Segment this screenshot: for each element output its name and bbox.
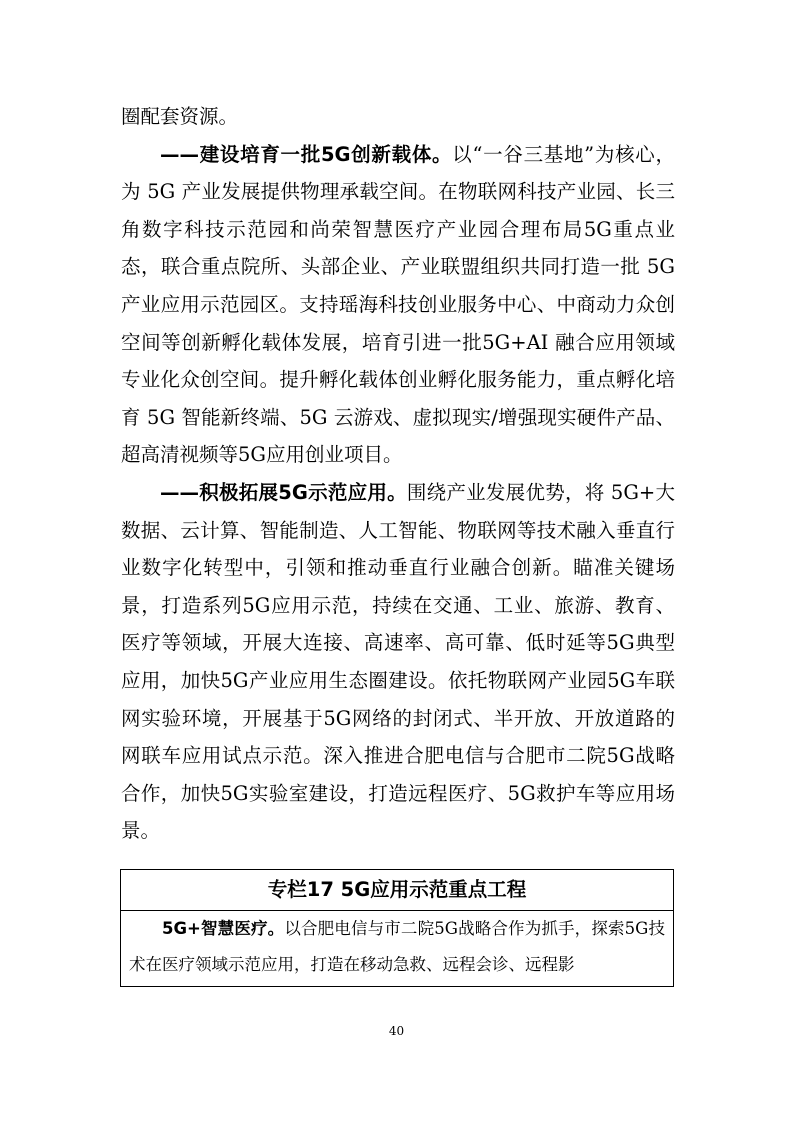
paragraph-continuation [121, 98, 675, 136]
column-box-text: 以合肥电信与市二院5G战略合作为抓手，探索5G技术在医疗领域示范应用，打造在移动急救、远程会诊、远程影 [129, 919, 665, 974]
body-text [121, 98, 675, 850]
column-box-body [121, 911, 673, 983]
column-box-title: 专栏17 5G应用示范重点工程 [121, 870, 673, 911]
paragraph-heading: ——积极拓展5G示范应用。 [160, 480, 407, 504]
page-number: 40 [388, 1024, 405, 1038]
paragraph-text: 圈配套资源。 [121, 105, 239, 128]
paragraph-text: 以“一谷三基地”为核心，为 5G 产业发展提供物理承载空间。在物联网科技产业园、长三角数字科技示范园和尚荣智慧医疗产业园合理布局5G重点业态，联合重点院所、头部企业、产业联盟组织共同打造一批 5G 产业应用示范园区。支持瑶海科技创业服务中心、中商动力众创空间等创新孵化载体发展，培育引进一批5G+AI 融合应用领域专业化众创空间。提升孵化载体创业孵化服务能力，重点孵化培育 5G 智能新终端、5G 云游戏、虚拟现实/增强现实硬件产品、超高清视频等5G应用创业项目。 [121, 142, 675, 467]
column-box-lead: 5G+智慧医疗。 [162, 919, 285, 938]
column-box-paragraph [129, 911, 665, 983]
paragraph-demo-applications [121, 474, 675, 850]
paragraph-text: 围绕产业发展优势，将 5G+大数据、云计算、智能制造、人工智能、物联网等技术融入垂直行业数字化转型中，引领和推动垂直行业融合创新。瞄准关键场景，打造系列5G应用示范，持续在交通、工业、旅游、教育、医疗等领域，开展大连接、高速率、高可靠、低时延等5G典型应用，加快5G产业应用生态圈建设。依托物联网产业园5G车联网实验环境，开展基于5G网络的封闭式、半开放、开放道路的网联车应用试点示范。深入推进合肥电信与合肥市二院5G战略合作，加快5G实验室建设，打造远程医疗、5G救护车等应用场景。 [121, 480, 676, 843]
paragraph-innovation-carriers [121, 136, 675, 474]
paragraph-heading: ——建设培育一批5G创新载体。 [160, 142, 453, 166]
column-box [120, 869, 674, 987]
